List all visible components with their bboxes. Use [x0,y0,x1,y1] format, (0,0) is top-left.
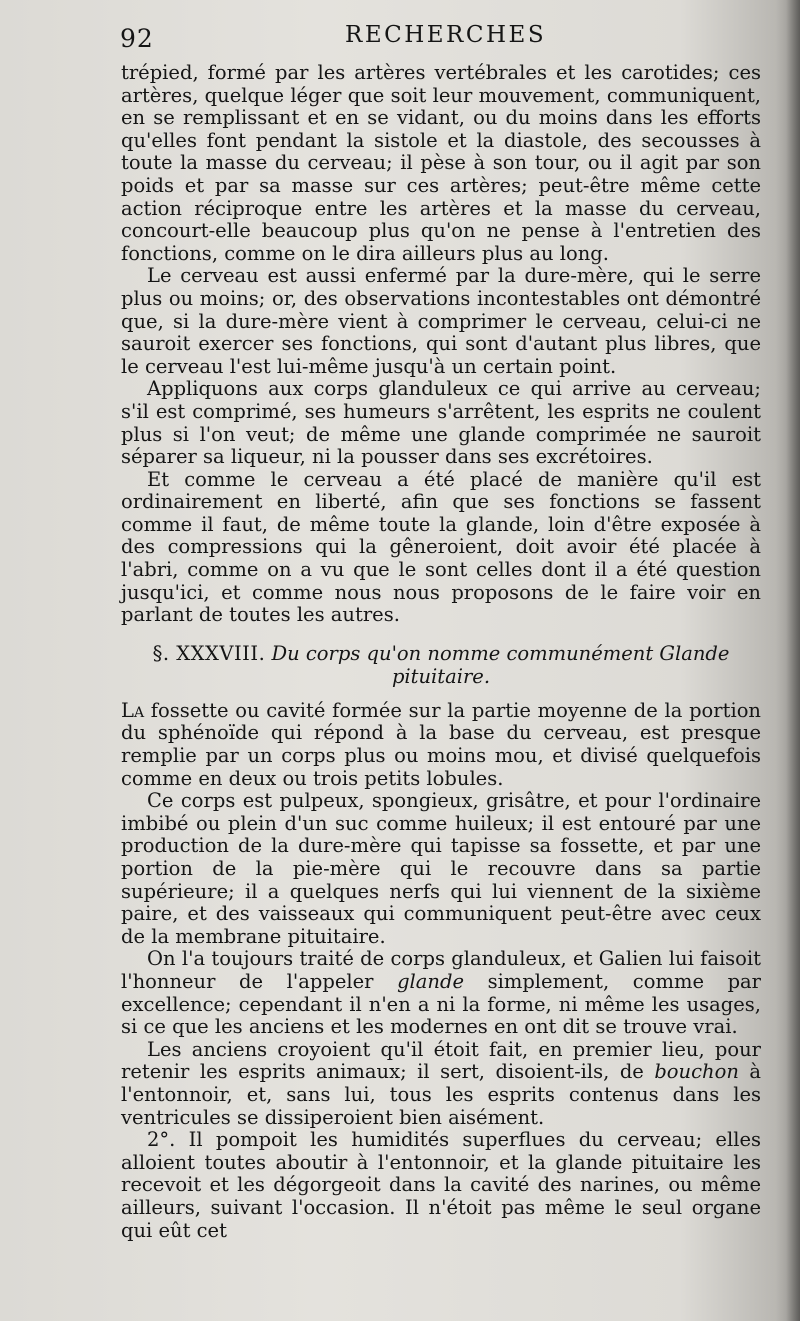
section-title: Du corps qu'on nomme communément Glande pituitaire. [271,641,730,688]
paragraph-galien-text-a: On l'a toujours traité de corps glanduleux, et Galien lui faisoit l'honneur de l'appeler [121,947,761,993]
paragraph-dure-mere: Le cerveau est aussi enfermé par la dure-mère, qui le serre plus ou moins; or, des observations incontestables ont démontré que, si la dure-mère vient à comprimer le cerveau, celui-ci ne sauroit exercer ses fonctions, qui sont d'autant plus libres, que le cerveau l'est lui-même jusqu'à un certain point. [121,264,761,378]
paragraph-corps-glanduleux: Appliquons aux corps glanduleux ce qui arrive au cerveau; s'il est comprimé, ses humeurs s'arrêtent, les esprits ne coulent plus si l'on veut; de même une glande comprimée ne sauroit séparer sa liqueur, ni la pousser dans ses excrétoires. [121,377,761,469]
page-header [0,18,800,54]
paragraph-galien-text-b: simplement, comme par excellence; cependant il n'en a ni la forme, ni même les usages, si ce que les anciens et les modernes en ont dit se trouve vrai. [121,969,761,1039]
running-head: RECHERCHES [345,22,547,48]
book-spine-shadow [786,0,800,1321]
paragraph-pulpeux: Ce corps est pulpeux, spongieux, grisâtre, et pour l'ordinaire imbibé ou plein d'un suc comme huileux; il est entouré par une production de la dure-mère qui tapisse sa fossette, et par une portion de la pie-mère qui le recouvre dans sa partie supérieure; il a quelques nerfs qui lui viennent de la sixième paire, et des vaisseaux qui communiquent peut-être avec ceux de la membrane pituitaire. [121,789,761,948]
paragraph-galien [121,948,761,1038]
emphasis-bouchon: bouchon [654,1060,739,1084]
section-heading [121,642,761,688]
paragraph-fossette-text: fossette ou cavité formée sur la partie moyenne de la portion du sphénoïde qui répond à la base du cerveau, est presque remplie par un corps plus ou moins mou, et divisé quelquefois comme en deux ou trois petits lobules. [121,698,761,790]
paragraph-placement: Et comme le cerveau a été placé de manière qu'il est ordinairement en liberté, afin que ses fonctions se fassent comme il faut, de même toute la glande, loin d'être exposée à des compressions qui la gêneroient, doit avoir été placée à l'abri, comme on a vu que le sont celles dont il a été question jusqu'ici, et comme nous nous proposons de le faire voir en parlant de toutes les autres. [121,467,761,627]
body-text [121,62,761,1242]
paragraph-humidites: 2°. Il pompoit les humidités superflues du cerveau; elles alloient toutes aboutir à l'entonnoir, et la glande pituitaire les recevoit et les dégorgeoit dans la cavité des narines, ou même ailleurs, suivant l'occasion. Il n'étoit pas même le seul organe qui eût cet [121,1128,761,1242]
drop-word: La [121,698,145,722]
page-number: 92 [120,24,154,53]
paragraph-anciens [121,1039,761,1129]
paragraph-anciens-text-a: Les anciens croyoient qu'il étoit fait, en premier lieu, pour retenir les esprits animaux; il sert, disoient-ils, de [121,1037,761,1084]
emphasis-glande: glande [397,969,464,993]
paragraph-fossette [121,700,761,790]
paragraph-anciens-text-b: à l'entonnoir, et, sans lui, tous les esprits contenus dans les ventricules se dissiperoient bien aisément. [121,1060,761,1129]
section-number: §. XXXVIII. [152,641,266,665]
paragraph-continued: trépied, formé par les artères vertébrales et les carotides; ces artères, quelque léger que soit leur mouvement, communiquent, en se remplissant et en se vidant, ou du moins dans les efforts qu'elles font pendant la sistole et la diastole, des secousses à toute la masse du cerveau; il pèse à son tour, ou il agit par son poids et par sa masse sur ces artères; peut-être même cette action réciproque entre les artères et la masse du cerveau, concourt-elle beaucoup plus qu'on ne pense à l'entretien des fonctions, comme on le dira ailleurs plus au long. [121,61,761,265]
